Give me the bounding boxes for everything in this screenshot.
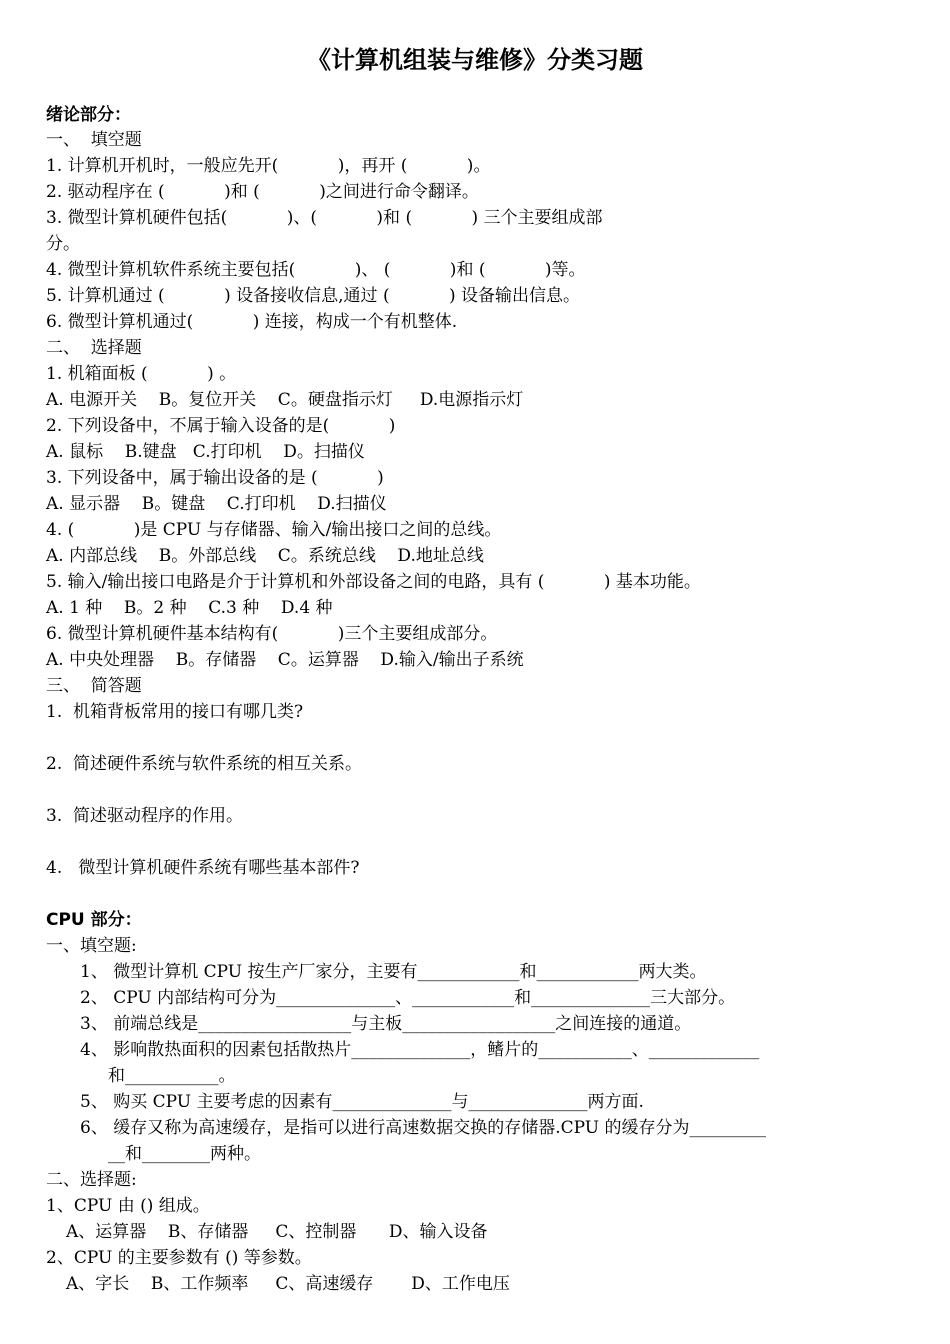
answer-options: A. 电源开关 B。复位开关 C。硬盘指示灯 D.电源指示灯 <box>46 390 524 410</box>
question-line: 4. ( )是 CPU 与存储器、输入/输出接口之间的总线。 <box>46 520 502 540</box>
question-line: 3. 微型计算机硬件包括( )、( )和 ( ) 三个主要组成部 <box>46 208 603 228</box>
question-line: 2、 CPU 内部结构可分为______________、____________和______________三大部分。 <box>80 988 736 1008</box>
question-line: 5、 购买 CPU 主要考虑的因素有______________与______________两方面. <box>80 1092 644 1112</box>
answer-options: A、字长 B、工作频率 C、高速缓存 D、工作电压 <box>66 1274 510 1294</box>
subsection-multiple-choice: 二、选择题: <box>46 1170 137 1190</box>
question-line: 2、CPU 的主要参数有 () 等参数。 <box>46 1248 312 1268</box>
question-line: 1. 计算机开机时，一般应先开( )，再开 ( )。 <box>46 156 491 176</box>
question-line: 5. 输入/输出接口电路是介于计算机和外部设备之间的电路，具有 ( ) 基本功能。 <box>46 572 701 592</box>
question-line: 4、 影响散热面积的因素包括散热片______________，鳍片的___________、_____________ <box>80 1040 760 1060</box>
answer-options: A、运算器 B、存储器 C、控制器 D、输入设备 <box>66 1222 488 1242</box>
question-line: 2. 驱动程序在 ( )和 ( )之间进行命令翻译。 <box>46 182 479 202</box>
page-title: 《计算机组装与维修》分类习题 <box>307 46 643 74</box>
subsection-multiple-choice: 二、 选择题 <box>46 338 142 358</box>
question-line: 分。 <box>46 234 80 254</box>
subsection-short-answer: 三、 简答题 <box>46 676 142 696</box>
answer-options: A. 1 种 B。2 种 C.3 种 D.4 种 <box>46 598 333 618</box>
question-line: 4. 微型计算机软件系统主要包括( )、 ( )和 ( )等。 <box>46 260 586 280</box>
question-line: 6、 缓存又称为高速缓存，是指可以进行高速数据交换的存储器.CPU 的缓存分为_________ <box>80 1118 766 1138</box>
question-line: 1. 机箱背板常用的接口有哪几类? <box>46 702 304 722</box>
question-line: 5. 计算机通过 ( ) 设备接收信息,通过 ( ) 设备输出信息。 <box>46 286 581 306</box>
question-line: 3. 简述驱动程序的作用。 <box>46 806 244 826</box>
subsection-fill-blank: 一、 填空题 <box>46 130 142 150</box>
answer-options: A. 内部总线 B。外部总线 C。系统总线 D.地址总线 <box>46 546 484 566</box>
answer-options: A. 显示器 B。键盘 C.打印机 D.扫描仪 <box>46 494 387 514</box>
question-line: 1. 机箱面板 ( ) 。 <box>46 364 237 384</box>
question-line: 2. 简述硬件系统与软件系统的相互关系。 <box>46 754 363 774</box>
question-line: 和___________。 <box>108 1066 236 1086</box>
question-line: 2. 下列设备中，不属于输入设备的是( ) <box>46 416 396 436</box>
question-line: 1、 微型计算机 CPU 按生产厂家分，主要有____________和____________两大类。 <box>80 962 707 982</box>
section-heading-intro: 绪论部分： <box>46 105 131 125</box>
question-line: 3. 下列设备中，属于输出设备的是 ( ) <box>46 468 384 488</box>
question-line: __和________两种。 <box>108 1144 261 1164</box>
question-line: 4. 微型计算机硬件系统有哪些基本部件? <box>46 858 360 878</box>
question-line: 1、CPU 由 () 组成。 <box>46 1196 210 1216</box>
question-line: 6. 微型计算机硬件基本结构有( )三个主要组成部分。 <box>46 624 498 644</box>
answer-options: A. 中央处理器 B。存储器 C。运算器 D.输入/输出子系统 <box>46 650 524 670</box>
subsection-fill-blank: 一、填空题: <box>46 936 137 956</box>
answer-options: A. 鼠标 B.键盘 C.打印机 D。扫描仪 <box>46 442 365 462</box>
question-line: 3、 前端总线是__________________与主板__________________之间连接的通道。 <box>80 1014 692 1034</box>
section-heading-cpu: CPU 部分： <box>46 910 142 930</box>
question-line: 6. 微型计算机通过( ) 连接，构成一个有机整体. <box>46 312 458 332</box>
